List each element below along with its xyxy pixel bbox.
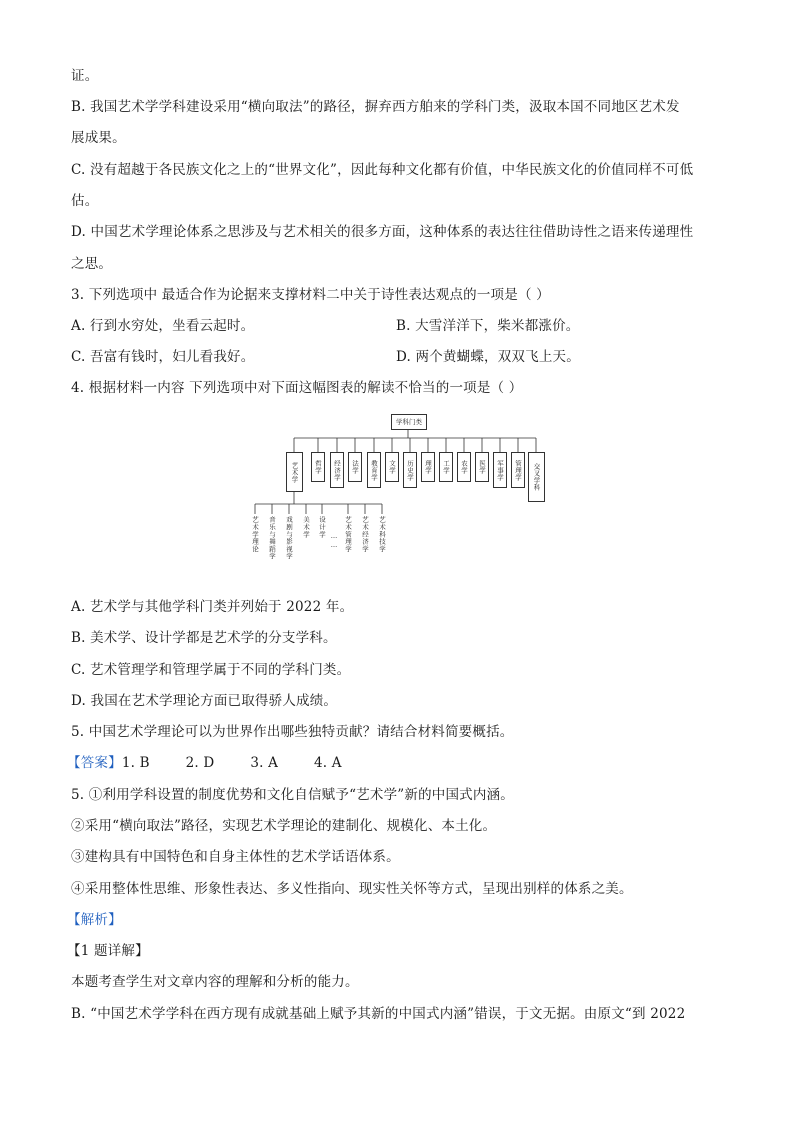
category-agriculture: 农学	[457, 452, 471, 482]
category-art: 艺术学	[286, 452, 303, 492]
question-3: 3. 下列选项中 最适合作为论据来支撑材料二中关于诗性表达观点的一项是（ ）	[71, 287, 550, 303]
answer-label: 【答案】	[67, 755, 122, 771]
answer-5-point-2: ②采用“横向取法”路径，实现艺术学理论的建制化、规模化、本土化。	[71, 818, 497, 834]
category-philosophy: 哲学	[311, 452, 325, 482]
option-b-text: B. 我国艺术学学科建设采用“横向取法”的路径，摒弃西方舶来的学科门类，汲取本国不同地区艺术发	[71, 99, 680, 115]
text-line: 展成果。	[71, 130, 126, 146]
category-military: 军事学	[493, 452, 507, 488]
subject-fine-arts: 美术学	[302, 516, 310, 538]
answer-5-point-3: ③建构具有中国特色和自身主体性的艺术学话语体系。	[71, 849, 400, 865]
detail-label: 【1 题详解】	[67, 943, 149, 959]
option-c-text: C. 没有超越于各民族文化之上的“世界文化”，因此每种文化都有价值，中华民族文化的价值同样不可低	[71, 162, 694, 178]
answer-5-point-1: 5. ①利用学科设置的制度优势和文化自信赋予“艺术学”新的中国式内涵。	[71, 787, 514, 803]
category-interdisciplinary: 交叉学科	[528, 452, 545, 502]
subject-drama-film: 戏剧与影视学	[285, 516, 293, 560]
detail-line-2: B. “中国艺术学学科在西方现有成就基础上赋予其新的中国式内涵”错误，于文无据。由原文“到 2022	[71, 1006, 686, 1022]
answer-text: 1. B 2. D 3. A 4. A	[121, 755, 342, 771]
subject-ellipsis: ……	[330, 532, 338, 550]
question-3-options-row1	[71, 316, 711, 336]
q4-option-c: C. 艺术管理学和管理学属于不同的学科门类。	[71, 662, 351, 678]
category-history: 历史学	[403, 452, 417, 488]
subject-design: 设计学	[318, 516, 326, 538]
q4-option-b: B. 美术学、设计学都是艺术学的分支学科。	[71, 630, 337, 646]
q3-option-b: B. 大雪洋洋下，柴米都涨价。	[396, 318, 580, 334]
q4-option-a: A. 艺术学与其他学科门类并列始于 2022 年。	[71, 599, 354, 615]
root-node: 学科门类	[391, 414, 427, 430]
q4-option-d: D. 我国在艺术学理论方面已取得骄人成绩。	[71, 693, 338, 709]
detail-line-1: 本题考查学生对文章内容的理解和分析的能力。	[71, 974, 359, 990]
option-d-text: D. 中国艺术学理论体系之思涉及与艺术相关的很多方面，这种体系的表达往往借助诗性之语来传递理性	[71, 224, 694, 240]
text-line: 证。	[71, 68, 99, 84]
q3-option-d: D. 两个黄蝴蝶，双双飞上天。	[396, 349, 580, 365]
q3-option-c: C. 吾富有钱时，妇儿看我好。	[71, 349, 255, 365]
category-law: 法学	[348, 452, 362, 482]
text-line: 之思。	[71, 256, 113, 272]
text-line: 估。	[71, 193, 99, 209]
diagram-connectors	[250, 408, 550, 583]
category-science: 理学	[421, 452, 435, 482]
subject-art-theory: 艺术学理论	[251, 516, 259, 553]
subject-art-management: 艺术管理学	[344, 516, 352, 553]
question-5: 5. 中国艺术学理论可以为世界作出哪些独特贡献？请结合材料简要概括。	[71, 724, 514, 740]
category-economics: 经济学	[330, 452, 344, 488]
answer-5-point-4: ④采用整体性思维、形象性表达、多义性指向、现实性关怀等方式，呈现出别样的体系之美。	[71, 881, 633, 897]
category-literature: 文学	[385, 452, 399, 482]
subject-music-dance: 音乐与舞蹈学	[268, 516, 276, 560]
subject-art-economics: 艺术经济学	[361, 516, 369, 553]
category-medicine: 医学	[475, 452, 489, 482]
answer-line	[67, 753, 342, 773]
discipline-tree-diagram	[250, 408, 550, 583]
question-3-options-row2	[71, 347, 711, 367]
question-4: 4. 根据材料一内容 下列选项中对下面这幅图表的解读不恰当的一项是（ ）	[71, 380, 523, 396]
subject-art-technology: 艺术科技学	[378, 516, 386, 553]
category-management: 管理学	[511, 452, 525, 488]
category-engineering: 工学	[439, 452, 453, 482]
q3-option-a: A. 行到水穷处，坐看云起时。	[71, 318, 255, 334]
analysis-label: 【解析】	[67, 912, 122, 928]
category-education: 教育学	[367, 452, 381, 488]
